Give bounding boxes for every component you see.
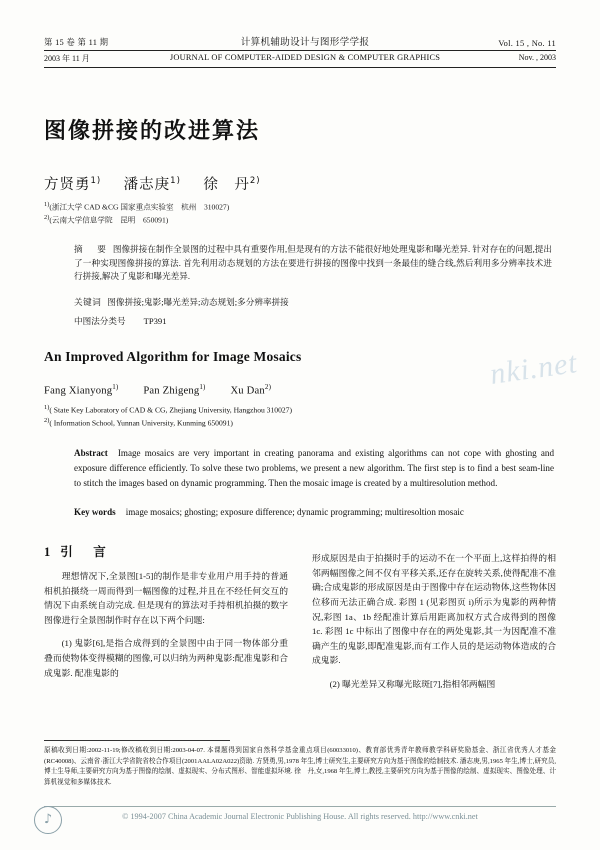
- volume-issue-cn: 第 15 卷 第 11 期: [44, 38, 109, 47]
- keywords-en-text: image mosaics; ghosting; exposure difference; dynamic programming; multiresoltion mosaic: [125, 507, 464, 518]
- paper-title-cn: 图像拼接的改进算法: [44, 119, 261, 144]
- affiliation-en-2-sup: 2): [44, 417, 50, 425]
- affiliation-en-1-sup: 1): [44, 403, 50, 411]
- abstract-en: [44, 446, 556, 491]
- author-cn-3: 徐 丹: [203, 177, 250, 193]
- authors-cn: [44, 173, 556, 194]
- keywords-en: [44, 505, 556, 520]
- affiliation-cn-2-text: (云南大学信息学院 昆明 650091): [49, 215, 169, 225]
- paragraph: (1) 鬼影[6],是指合成得到的全景图中由于同一物体部分重叠而使物体变得模糊的图像,可以归纳为两种鬼影:配准鬼影和合成鬼影. 配准鬼影的: [44, 638, 288, 678]
- authors-en: [44, 383, 556, 397]
- abstract-cn: [44, 243, 556, 285]
- author-en-2-sup: 1): [199, 383, 206, 392]
- abstract-cn-text: 图像拼接在制作全景图的过程中具有重要作用,但是现有的方法不能很好地处理鬼影和曝光差异. 针对存在的问题,提出了一种实现图像拼接的算法. 首先利用动态规划的方法在要进行拼接的图像中找到一条最佳的缝合线,然后利用多分辨率技术进行拼接,解决了鬼影和曝光差异.: [74, 243, 552, 282]
- affiliation-cn-1-text: (浙江大学 CAD &CG 国家重点实验室 杭州 310027): [49, 202, 230, 212]
- paragraph: 理想情况下,全景图[1-5]的制作是非专业用户用手持的普通相机拍摄绕一周而得到一幅图像的过程,并且在不经任何交互的情况下由系统自动完成. 但是现有的算法对手持相机拍摄的数字图像进行全景图制作时存在以下两个问题:: [44, 571, 288, 625]
- abstract-cn-label: 摘 要: [74, 243, 109, 254]
- keywords-cn-text: 图像拼接;鬼影;曝光差异;动态规划;多分辨率拼接: [107, 297, 289, 308]
- author-cn-1-sup: 1): [90, 176, 102, 187]
- keywords-cn-label: 关键词: [74, 297, 102, 308]
- header-rule-bottom: [44, 67, 556, 68]
- abstract-en-text: Image mosaics are very important in creating panorama and existing algorithms can not cope with ghosting and exposure difference efficiently. To solve these two problems, we present a new algorithm. The first step is to find a best seam-line to stitch the images based on dynamic programming. Then the mosaic image is created by a multiresolution method.: [74, 447, 554, 489]
- paragraph: 形成原因是由于拍摄时手的运动不在一个平面上,这样拍得的相邻两幅图像之间不仅有平移关系,还存在旋转关系,使得配准不准确;合成鬼影的形成原因是由于图像中存在运动物体,这些物体因位移而无法正确合成. 彩图 1 (见彩图页 i)所示为鬼影的两种情况,彩图 1a、1b 经配准计算后用距离加权方式合成得到的图像 1c. 彩图 1c 中标出了图像中存在的两处鬼影,其一为因配准不准确产生的鬼影,即配准鬼影,而有工作人员的是运动物体造成的合成鬼影.: [312, 553, 556, 666]
- section-number: 1: [44, 545, 51, 560]
- clc-label: 中图法分类号: [74, 316, 126, 327]
- author-cn-2-sup: 1): [170, 176, 181, 187]
- keywords-cn: [44, 296, 556, 310]
- header-rule-top: [44, 50, 556, 51]
- watermark-text: nki.net: [488, 346, 580, 391]
- volume-issue-en: Vol. 15 , No. 11: [498, 39, 556, 48]
- body-columns: [44, 542, 556, 692]
- footnotes: 原稿收到日期:2002-11-19;修改稿收到日期:2003-04-07. 本课题得到国家自然科学基金重点项目(60033010)、教育部优秀青年教师教学科研奖励基金、浙江省优秀人才基金(RC40008)、云南省·浙江大学省院省校合作项目(2001AALA02A022)资助. 方贤勇,男,1978 年生,博士研究生,主要研究方向为基于图像的绘制技术. 潘志庚,男,1965 年生,博士,研究员,博士生导师,主要研究方向为基于图像的绘制、虚拟现实、分布式图形、智能虚拟环境. 徐 丹,女,1968 年生,博士,教授,主要研究方向为基于图像的绘制、虚拟现实、图像处理、计算机视觉和多媒体技术.: [44, 747, 556, 787]
- author-en-3-sup: 2): [264, 383, 272, 392]
- publisher-logo-icon: ♪: [34, 806, 62, 834]
- body-column-right: [312, 542, 556, 692]
- affiliations-cn: [44, 200, 556, 227]
- section-heading: [44, 542, 288, 560]
- author-en-1-sup: 1): [112, 383, 119, 392]
- author-en-2: Pan Zhigeng: [143, 385, 200, 397]
- issue-date-en: Nov. , 2003: [518, 53, 556, 62]
- affiliation-en-1: [44, 403, 556, 417]
- journal-header-row-top: [44, 34, 556, 48]
- journal-header: [44, 34, 556, 68]
- author-cn-2: 潘志庚: [123, 177, 171, 193]
- affiliation-cn-2-sup: 2): [44, 214, 50, 222]
- affiliation-cn-1-sup: 1): [44, 201, 50, 208]
- affiliation-cn-2: [44, 213, 556, 226]
- clc-number: TP391: [143, 316, 167, 327]
- journal-header-row-bottom: [44, 53, 556, 64]
- author-en-1: Fang Xianyong: [44, 385, 113, 397]
- body-column-left: [44, 542, 288, 692]
- issue-date-cn: 2003 年 11 月: [44, 54, 90, 63]
- page-content: [44, 34, 556, 692]
- journal-title-cn: 计算机辅助设计与图形学学报: [240, 37, 370, 48]
- clc-line: [44, 315, 556, 327]
- footnote-rule: [44, 740, 230, 741]
- paper-title-en: An Improved Algorithm for Image Mosaics: [44, 349, 302, 365]
- journal-title-en: JOURNAL OF COMPUTER-AIDED DESIGN & COMPUTER GRAPHICS: [169, 53, 441, 62]
- author-cn-1: 方贤勇: [44, 177, 91, 193]
- copyright-notice: © 1994-2007 China Academic Journal Electronic Publishing House. All rights reserved. http://www.cnki.net: [122, 812, 478, 821]
- author-cn-3-sup: 2): [249, 176, 261, 187]
- footer-rule: [44, 806, 556, 807]
- affiliation-en-2: [44, 416, 556, 430]
- affiliation-en-1-text: ( State Key Laboratory of CAD & CG, Zhejiang University, Hangzhou 310027): [49, 405, 292, 415]
- paragraph: (2) 曝光差异又称曝光眩斑[7],指相邻两幅图: [329, 678, 496, 689]
- author-en-3: Xu Dan: [230, 385, 265, 397]
- section-title: 引 言: [60, 544, 110, 560]
- keywords-en-label: Key words: [74, 507, 116, 518]
- abstract-en-label: Abstract: [74, 447, 108, 458]
- affiliations-en: [44, 403, 556, 430]
- affiliation-en-2-text: ( Information School, Yunnan University, Kunming 650091): [49, 418, 233, 428]
- affiliation-cn-1: [44, 200, 556, 213]
